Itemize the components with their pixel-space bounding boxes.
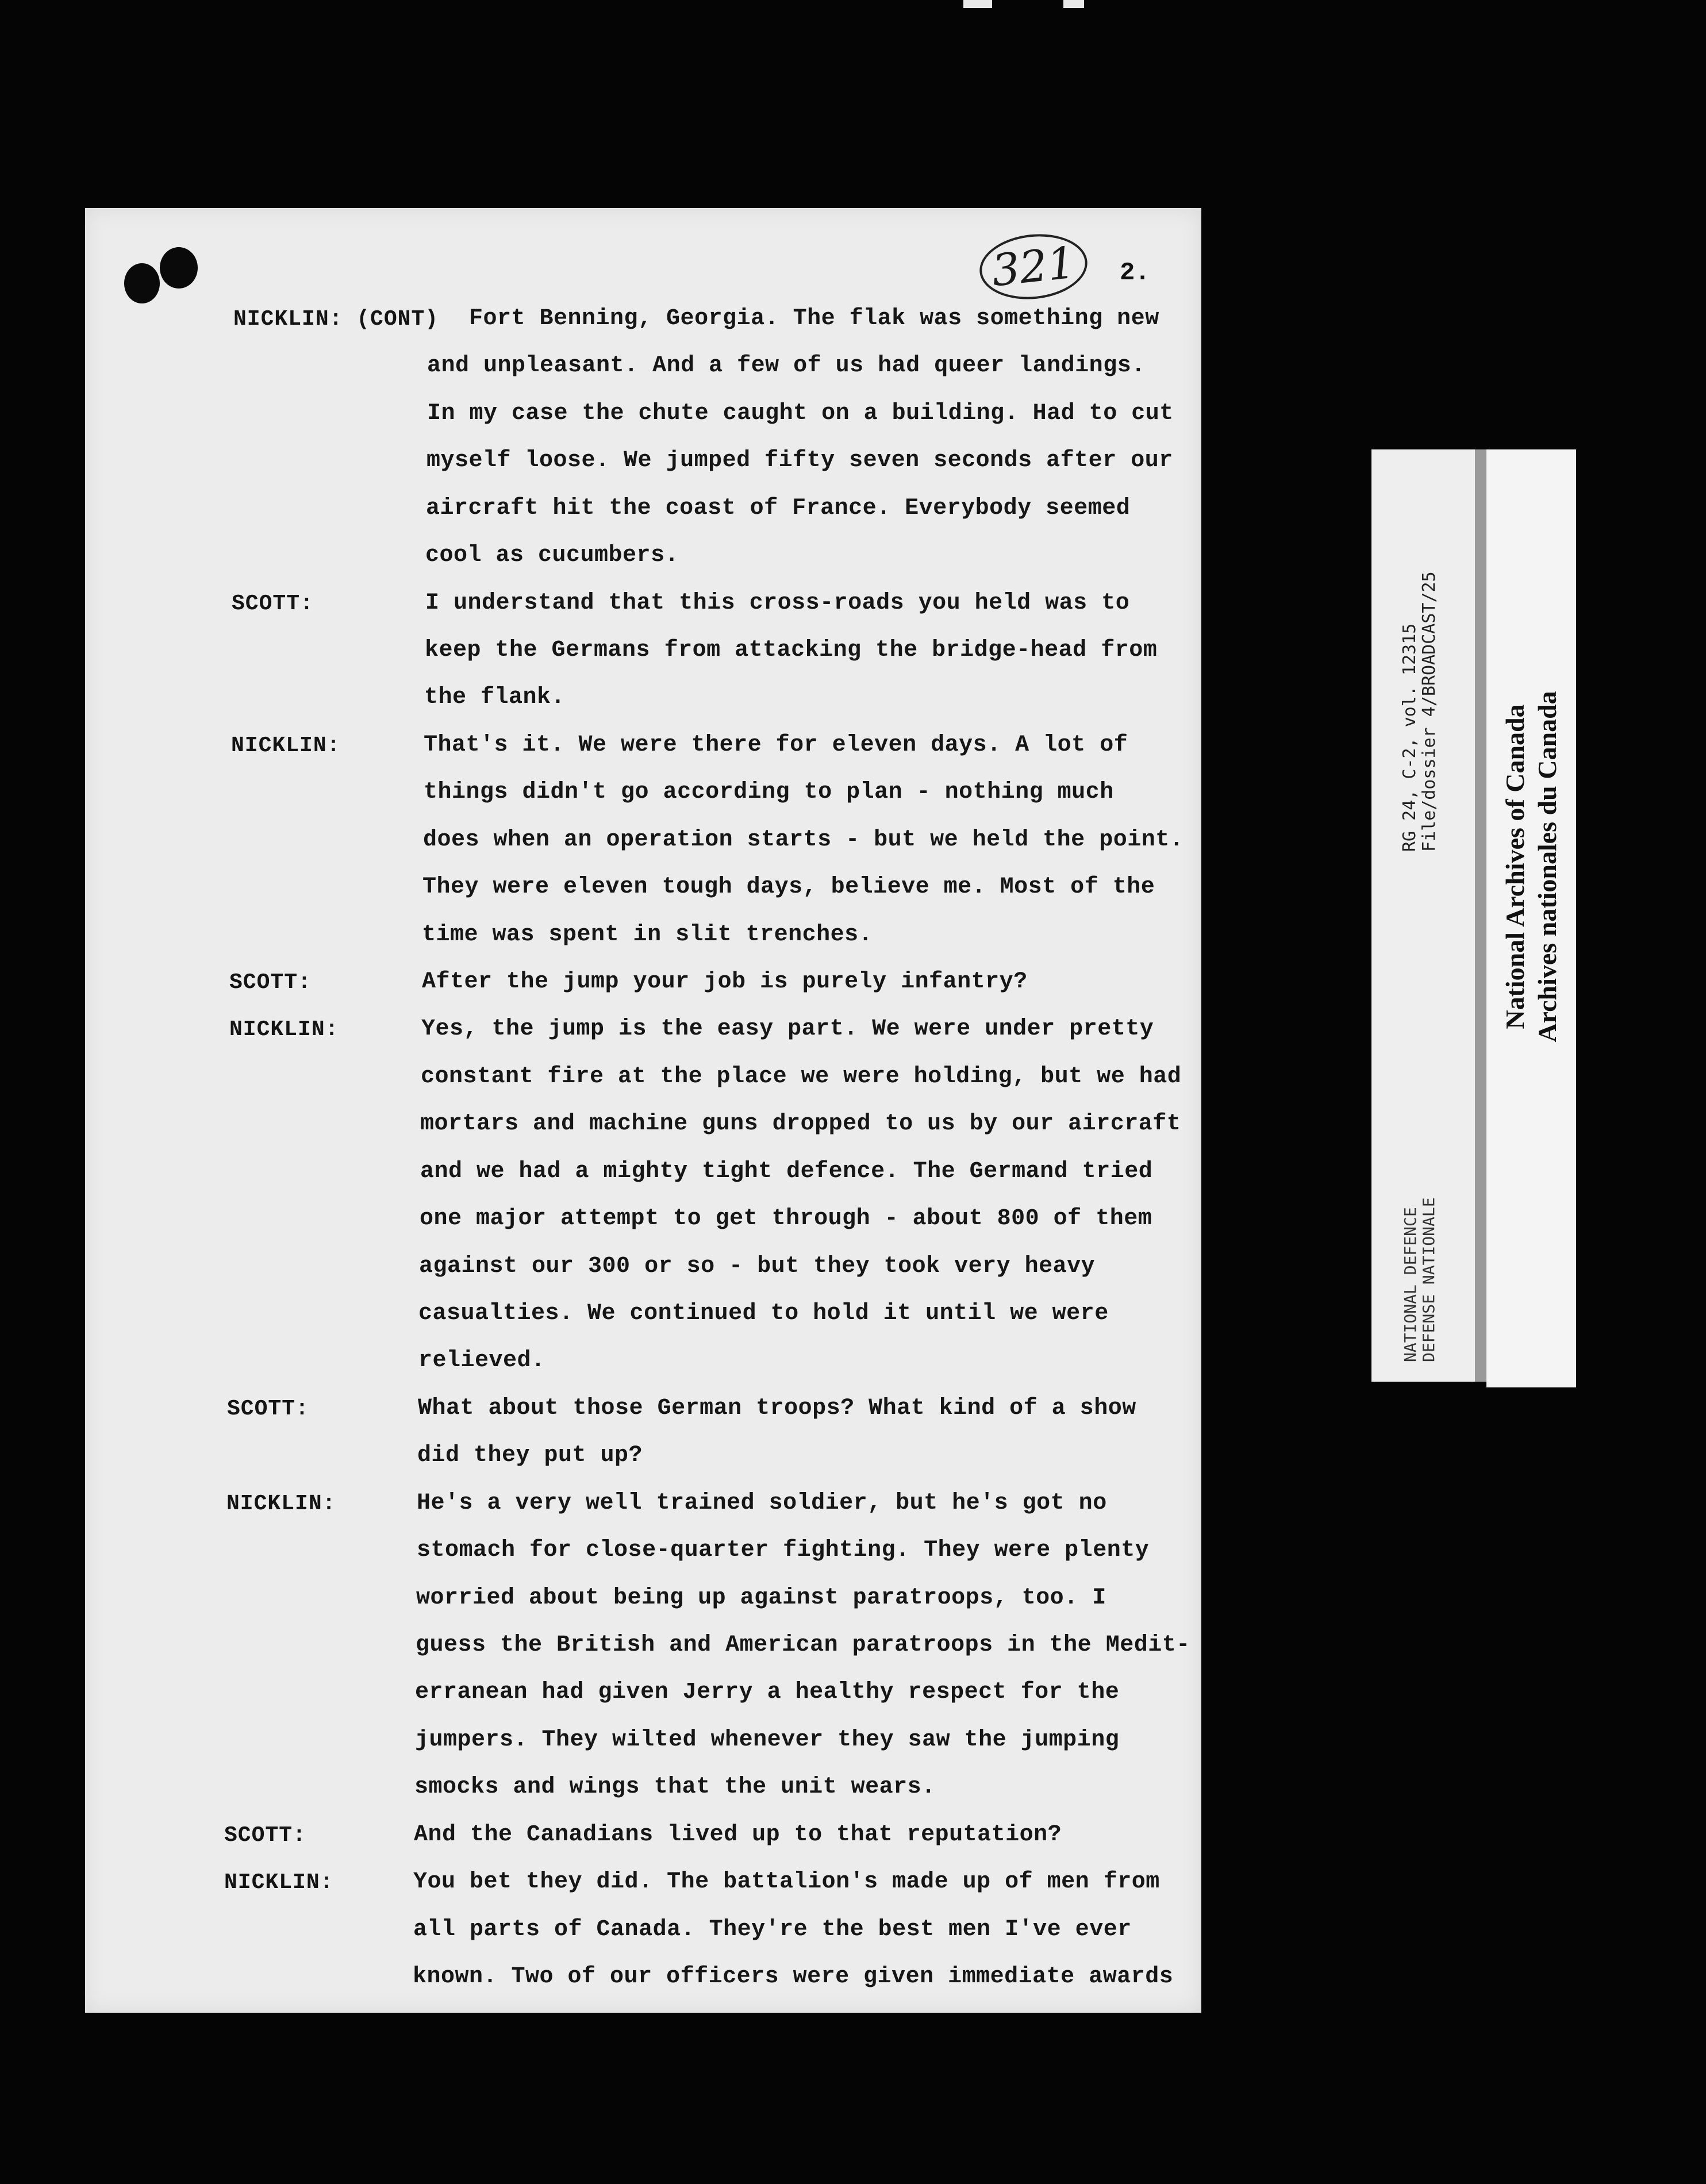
transcript-line: He's a very well trained soldier, but he's got no [417, 1490, 1107, 1516]
transcript-line: keep the Germans from attacking the bridge-head from [425, 637, 1158, 663]
transcript-line: things didn't go according to plan - nothing much [424, 779, 1114, 805]
handwritten-folio-number: 321 [977, 229, 1091, 304]
scan-edge-mark [1063, 0, 1084, 8]
transcript-line: one major attempt to get through - about 800 of them [420, 1206, 1152, 1232]
speaker-label: SCOTT: [232, 591, 314, 616]
archive-label-line: National Archives of Canada [1500, 704, 1530, 1029]
transcript-line: cool as cucumbers. [425, 543, 679, 568]
transcript-line: constant fire at the place we were holding, but we had [421, 1064, 1182, 1090]
reference-line: RG 24, C-2, vol. 12315 [1400, 623, 1420, 852]
department-line: DEFENSE NATIONALE [1419, 1197, 1438, 1362]
transcript-line: erranean had given Jerry a healthy respect for the [415, 1679, 1120, 1705]
transcript-line: What about those German troops? What kind of a show [418, 1395, 1136, 1421]
transcript-line: That's it. We were there for eleven days. A lot of [424, 732, 1128, 758]
transcript-line: all parts of Canada. They're the best men I've ever [413, 1917, 1132, 1943]
punch-hole [160, 247, 198, 289]
speaker-label: NICKLIN: [224, 1870, 334, 1895]
transcript-line: In my case the chute caught on a building. Had to cut [427, 401, 1174, 426]
archive-reference-tag [1371, 449, 1475, 1382]
transcript-line: does when an operation starts - but we held the point. [423, 827, 1184, 853]
speaker-label: NICKLIN: [231, 733, 341, 758]
transcript-line: jumpers. They wilted whenever they saw the jumping [415, 1727, 1120, 1753]
tag-divider [1475, 449, 1486, 1382]
transcript-line: Yes, the jump is the easy part. We were under pretty [421, 1016, 1154, 1042]
transcript-line: You bet they did. The battalion's made up of men from [413, 1869, 1160, 1895]
archive-reference [1400, 571, 1439, 852]
transcript-line: did they put up? [417, 1443, 643, 1468]
punch-hole [124, 263, 160, 303]
scan-edge-mark [963, 0, 992, 8]
transcript-line: guess the British and American paratroops in the Medit- [416, 1632, 1190, 1658]
speaker-label: SCOTT: [227, 1397, 309, 1421]
speaker-label: SCOTT: [229, 970, 312, 995]
archive-label-line: Archives nationales du Canada [1532, 691, 1562, 1043]
department-line: NATIONAL DEFENCE [1401, 1207, 1420, 1362]
reference-line: File/dossier 4/BROADCAST/25 [1419, 571, 1439, 852]
transcript-page [85, 208, 1201, 2013]
transcript-line: They were eleven tough days, believe me. Most of the [422, 874, 1155, 900]
transcript-line: aircraft hit the coast of France. Everybody seemed [426, 495, 1131, 521]
transcript-line: mortars and machine guns dropped to us by our aircraft [420, 1111, 1181, 1137]
transcript-line: Fort Benning, Georgia. The flak was something new [469, 306, 1159, 332]
page-number: 2. [1120, 259, 1150, 287]
transcript-line: time was spent in slit trenches. [422, 922, 873, 948]
transcript-line: and unpleasant. And a few of us had queer landings. [427, 353, 1146, 379]
transcript-line: casualties. We continued to hold it until we were [418, 1301, 1109, 1326]
transcript-line: myself loose. We jumped fifty seven seconds after our [427, 448, 1173, 474]
transcript-line: known. Two of our officers were given immediate awards [413, 1964, 1174, 1990]
department-stamp [1401, 1197, 1438, 1362]
transcript-line: and we had a mighty tight defence. The Germand tried [420, 1159, 1153, 1185]
archive-label-text [1499, 620, 1563, 1114]
speaker-label: SCOTT: [224, 1823, 306, 1848]
speaker-label: NICKLIN: (CONT) [233, 307, 439, 332]
transcript-line: the flank. [424, 685, 566, 710]
speaker-label: NICKLIN: [226, 1491, 336, 1516]
transcript-line: smocks and wings that the unit wears. [414, 1774, 936, 1800]
archive-label [1486, 449, 1576, 1387]
transcript-line: worried about being up against paratroops, too. I [416, 1585, 1106, 1611]
transcript-line: And the Canadians lived up to that reputation? [414, 1822, 1062, 1848]
transcript-line: I understand that this cross-roads you held was to [425, 590, 1130, 616]
transcript-line: stomach for close-quarter fighting. They were plenty [417, 1537, 1150, 1563]
speaker-label: NICKLIN: [229, 1017, 339, 1042]
transcript-line: After the jump your job is purely infantry? [422, 969, 1028, 995]
transcript-line: against our 300 or so - but they took very heavy [419, 1254, 1096, 1279]
transcript-line: relieved. [418, 1348, 545, 1374]
